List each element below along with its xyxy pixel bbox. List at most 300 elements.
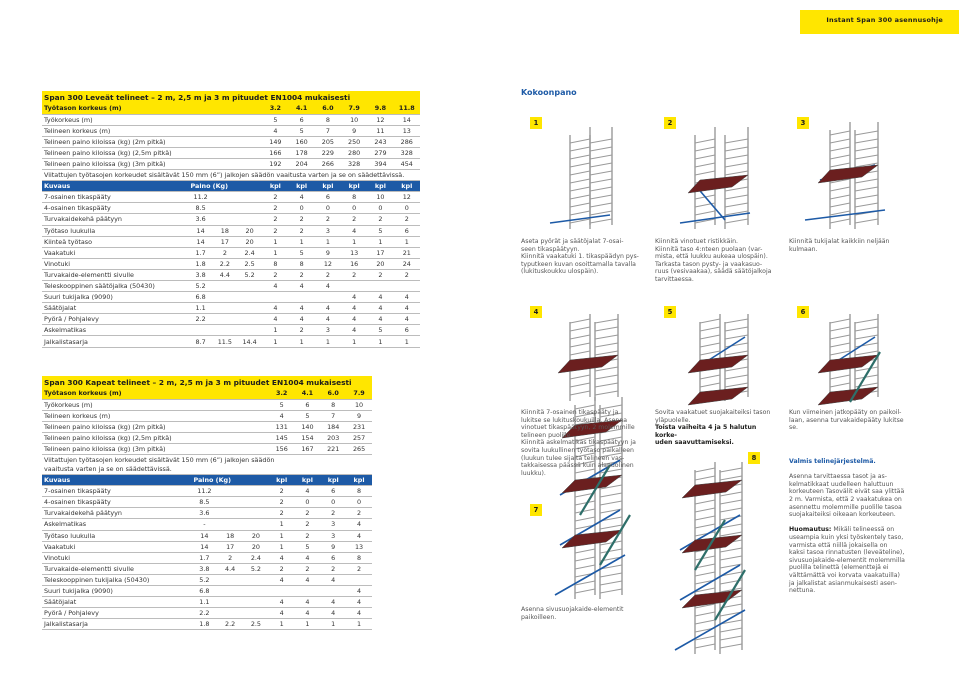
- component-count: 1: [288, 236, 314, 247]
- height-value: 3.2: [262, 103, 288, 114]
- component-weight: 20: [243, 541, 269, 552]
- step-number: 6: [797, 306, 809, 318]
- component-row: [42, 303, 420, 314]
- component-count: [262, 292, 288, 303]
- scaffold-illustration: [800, 120, 895, 235]
- component-weight: 11.2: [189, 192, 213, 203]
- component-weight: 2.2: [213, 258, 237, 269]
- component-count: 2: [288, 269, 314, 280]
- scaffold-illustration: [670, 312, 760, 407]
- component-count: 12: [315, 258, 341, 269]
- component-row: [42, 541, 372, 552]
- height-value: 6.0: [320, 388, 346, 399]
- kpl-header: kpl: [367, 181, 393, 192]
- component-count: 4: [315, 281, 341, 292]
- component-row: [42, 214, 420, 225]
- component-count: 4: [295, 574, 321, 585]
- spec-value: 178: [288, 147, 314, 158]
- spec-value: 5: [269, 399, 295, 410]
- component-count: 4: [288, 303, 314, 314]
- height-value: 7.9: [341, 103, 367, 114]
- height-value: 4.1: [288, 103, 314, 114]
- kpl-header: kpl: [341, 181, 367, 192]
- step-caption: Kiinnitä vinotuet ristikkäin. Kiinnitä taso 4:nteen puolaan (var- mista, että luukku aukeaa ulospäin). Tarkasta tason pysty- ja vaakasuo- ruus (vesivaakaa), säädä säätöjalkoja tarvittaessa.: [655, 238, 772, 283]
- component-count: 2: [262, 203, 288, 214]
- component-count: 0: [320, 497, 346, 508]
- component-count: 1: [269, 541, 295, 552]
- component-weight: 1.1: [189, 303, 213, 314]
- component-count: 0: [367, 203, 393, 214]
- component-count: 4: [341, 303, 367, 314]
- component-count: 3: [320, 530, 346, 541]
- component-weight: -: [191, 519, 217, 530]
- step-number: 4: [530, 306, 542, 318]
- component-count: 2: [320, 563, 346, 574]
- component-weight: [213, 281, 237, 292]
- spec-value: 266: [315, 158, 341, 169]
- component-label: Säätöjalat: [42, 303, 189, 314]
- spec-row: [42, 158, 420, 169]
- step-number: 5: [664, 306, 676, 318]
- component-label: Suuri tukijalka (9090): [42, 292, 189, 303]
- component-row: [42, 519, 372, 530]
- spec-value: 145: [269, 432, 295, 443]
- kpl-header: kpl: [295, 475, 321, 486]
- component-label: Vinotuki: [42, 552, 191, 563]
- component-weight: 14: [191, 530, 217, 541]
- component-weight: [243, 519, 269, 530]
- component-weight: [213, 214, 237, 225]
- component-weight: [213, 314, 237, 325]
- component-count: 0: [394, 203, 420, 214]
- component-label: Jalkalistasarja: [42, 619, 191, 630]
- spec-row: [42, 147, 420, 158]
- component-weight: [213, 325, 237, 336]
- component-weight: [237, 292, 262, 303]
- spec-row: [42, 136, 420, 147]
- height-header-label: Työtason korkeus (m): [42, 103, 262, 114]
- component-count: 1: [269, 619, 295, 630]
- component-count: 2: [320, 508, 346, 519]
- component-count: 4: [320, 597, 346, 608]
- spec-value: 4: [269, 410, 295, 421]
- component-count: 0: [315, 203, 341, 214]
- assembly-heading: Kokoonpano: [521, 88, 577, 97]
- component-count: 2: [394, 214, 420, 225]
- component-count: 4: [269, 608, 295, 619]
- step-number: 2: [664, 117, 676, 129]
- component-row: [42, 552, 372, 563]
- component-weight: [213, 292, 237, 303]
- component-label: Turvakaide-elementti sivulle: [42, 269, 189, 280]
- spec-label: Telineen korkeus (m): [42, 410, 269, 421]
- scaffold-illustration: [540, 312, 630, 407]
- component-weight: 2: [217, 552, 243, 563]
- component-count: 5: [367, 325, 393, 336]
- component-count: 1: [394, 236, 420, 247]
- scaffold-illustration: [540, 125, 620, 235]
- component-count: [341, 281, 367, 292]
- height-header-row: [42, 103, 420, 114]
- component-row: [42, 619, 372, 630]
- component-weight: [217, 586, 243, 597]
- component-row: [42, 247, 420, 258]
- spec-value: 166: [262, 147, 288, 158]
- component-weight: 3.8: [191, 563, 217, 574]
- component-count: 12: [394, 192, 420, 203]
- component-row: [42, 497, 372, 508]
- kpl-header: kpl: [394, 181, 420, 192]
- spec-value: 7: [315, 125, 341, 136]
- component-count: 1: [346, 619, 372, 630]
- component-count: 2: [367, 269, 393, 280]
- component-count: [269, 586, 295, 597]
- kuvaus-header: Kuvaus: [42, 181, 189, 192]
- spec-row: [42, 410, 372, 421]
- spec-label: Telineen paino kiloissa (kg) (3m pitkä): [42, 158, 262, 169]
- component-weight: 4.4: [213, 269, 237, 280]
- spec-value: 250: [341, 136, 367, 147]
- component-count: [367, 281, 393, 292]
- component-label: Kiinteä työtaso: [42, 236, 189, 247]
- component-row: [42, 203, 420, 214]
- spec-value: 192: [262, 158, 288, 169]
- component-weight: 1.7: [191, 552, 217, 563]
- component-label: 4-osainen tikaspääty: [42, 497, 191, 508]
- component-weight: 8.5: [191, 497, 217, 508]
- component-row: [42, 292, 420, 303]
- spec-label: Telineen paino kiloissa (kg) (3m pitkä): [42, 443, 269, 454]
- spec-value: 4: [262, 125, 288, 136]
- component-count: 4: [346, 586, 372, 597]
- component-count: 4: [320, 574, 346, 585]
- spec-row: [42, 443, 372, 454]
- spec-value: 156: [269, 443, 295, 454]
- component-count: 3: [315, 225, 341, 236]
- component-count: 1: [320, 619, 346, 630]
- component-count: 4: [269, 597, 295, 608]
- spec-value: 243: [367, 136, 393, 147]
- kpl-header: kpl: [320, 475, 346, 486]
- component-weight: 14: [189, 225, 213, 236]
- component-label: Turvakaidekehä päätyyn: [42, 508, 191, 519]
- component-count: 4: [320, 608, 346, 619]
- component-header-row: [42, 181, 420, 192]
- component-weight: [237, 203, 262, 214]
- component-count: 4: [288, 281, 314, 292]
- component-count: 1: [288, 336, 314, 347]
- component-weight: 5.2: [191, 574, 217, 585]
- component-label: Askelmatikas: [42, 325, 189, 336]
- step-number: 1: [530, 117, 542, 129]
- component-row: [42, 225, 420, 236]
- component-weight: [213, 203, 237, 214]
- component-count: 4: [295, 608, 321, 619]
- spec-value: 9: [341, 125, 367, 136]
- scaffold-illustration: [660, 460, 760, 660]
- spec-row: [42, 125, 420, 136]
- spec-label: Telineen paino kiloissa (kg) (2,5m pitkä): [42, 432, 269, 443]
- component-count: 2: [394, 269, 420, 280]
- component-row: [42, 530, 372, 541]
- kpl-header: kpl: [346, 475, 372, 486]
- component-weight: [217, 597, 243, 608]
- spec-value: 12: [367, 114, 393, 125]
- component-count: 4: [315, 303, 341, 314]
- component-count: 4: [262, 281, 288, 292]
- component-count: 0: [346, 497, 372, 508]
- component-header-row: [42, 475, 372, 486]
- component-weight: 1.7: [189, 247, 213, 258]
- step-caption: Kiinnitä 7-osainen tikaspääty ja lukitse se lukituskoukuilla. Asenna vinotuet tikaspäätyyn, 2 molemmille telineen puolille. Kiinnitä askelmatikas tikaspäätyyn ja sovita luukullinen työtaso paikalleen (luukun tulee sijaita telineen vas- takkaisessa päässä kuin alapuolinen luukku).: [521, 409, 636, 477]
- spec-value: 279: [367, 147, 393, 158]
- height-value: 11.8: [394, 103, 420, 114]
- component-count: 2: [295, 530, 321, 541]
- component-row: [42, 192, 420, 203]
- spec-value: 10: [341, 114, 367, 125]
- component-count: 4: [367, 314, 393, 325]
- component-count: 2: [262, 269, 288, 280]
- component-count: 4: [262, 303, 288, 314]
- component-count: 1: [315, 236, 341, 247]
- component-count: 4: [367, 303, 393, 314]
- spec-value: 221: [320, 443, 346, 454]
- component-count: 21: [394, 247, 420, 258]
- paino-header: Paino (Kg): [189, 181, 263, 192]
- note-row: [42, 170, 420, 181]
- component-label: Työtaso luukulla: [42, 225, 189, 236]
- component-count: 4: [394, 292, 420, 303]
- table-title: Span 300 Leveät telineet – 2 m, 2,5 m ja 3 m pituudet EN1004 mukaisesti: [42, 91, 420, 103]
- component-count: 2: [269, 486, 295, 497]
- note-text: Viitattujen työtasojen korkeudet sisältävät 150 mm (6”) jalkojen säädön vaaitusta varten ja se on säädettävissä.: [42, 170, 420, 181]
- component-weight: [189, 325, 213, 336]
- component-count: 2: [269, 508, 295, 519]
- height-value: 6.0: [315, 103, 341, 114]
- component-count: 4: [269, 574, 295, 585]
- note-text: vaaitusta varten ja se on säädettävissä.: [42, 465, 372, 475]
- spec-value: 14: [394, 114, 420, 125]
- spec-value: 167: [295, 443, 321, 454]
- spec-value: 140: [295, 421, 321, 432]
- spec-value: 5: [262, 114, 288, 125]
- component-row: [42, 269, 420, 280]
- component-label: Askelmatikas: [42, 519, 191, 530]
- component-label: Turvakaide-elementti sivulle: [42, 563, 191, 574]
- component-count: 1: [262, 247, 288, 258]
- component-count: 4: [315, 314, 341, 325]
- component-count: 4: [346, 608, 372, 619]
- step-caption: Asenna sivusuojakaide-elementit paikoilleen.: [521, 606, 624, 621]
- component-count: 4: [346, 530, 372, 541]
- component-label: Teleskooppinen säätöjalka (50430): [42, 281, 189, 292]
- component-weight: 6.8: [191, 586, 217, 597]
- component-count: 2: [288, 225, 314, 236]
- top-strip: [0, 0, 959, 10]
- component-count: 2: [295, 508, 321, 519]
- component-weight: 5.2: [243, 563, 269, 574]
- component-weight: 3.6: [191, 508, 217, 519]
- component-count: 6: [394, 325, 420, 336]
- component-weight: [237, 314, 262, 325]
- spec-value: 184: [320, 421, 346, 432]
- component-count: 2: [346, 508, 372, 519]
- spec-value: 328: [341, 158, 367, 169]
- component-count: [320, 586, 346, 597]
- spec-value: 265: [346, 443, 372, 454]
- component-count: 0: [341, 203, 367, 214]
- component-count: 13: [341, 247, 367, 258]
- step-number: 7: [530, 504, 542, 516]
- component-count: 1: [295, 619, 321, 630]
- kpl-header: kpl: [315, 181, 341, 192]
- component-weight: [237, 214, 262, 225]
- spec-value: 8: [320, 399, 346, 410]
- component-weight: 3.6: [189, 214, 213, 225]
- component-count: 0: [295, 497, 321, 508]
- component-label: 7-osainen tikaspääty: [42, 486, 191, 497]
- component-weight: 2.4: [237, 247, 262, 258]
- component-weight: 20: [237, 236, 262, 247]
- component-count: 3: [315, 325, 341, 336]
- component-count: 2: [269, 563, 295, 574]
- note-row: [42, 465, 372, 475]
- spec-value: 131: [269, 421, 295, 432]
- component-weight: 1.8: [189, 258, 213, 269]
- component-weight: 11.5: [213, 336, 237, 347]
- component-weight: 2.2: [191, 608, 217, 619]
- spec-value: 286: [394, 136, 420, 147]
- kpl-header: kpl: [262, 181, 288, 192]
- component-count: 2: [295, 519, 321, 530]
- spec-value: 7: [320, 410, 346, 421]
- component-row: [42, 486, 372, 497]
- component-weight: 20: [237, 225, 262, 236]
- component-count: 13: [346, 541, 372, 552]
- spec-value: 6: [288, 114, 314, 125]
- component-weight: [243, 608, 269, 619]
- component-label: Vaakatuki: [42, 541, 191, 552]
- kpl-header: kpl: [288, 181, 314, 192]
- component-weight: [243, 497, 269, 508]
- spec-row: [42, 114, 420, 125]
- component-count: 3: [320, 519, 346, 530]
- component-weight: 8.7: [189, 336, 213, 347]
- component-count: 17: [367, 247, 393, 258]
- component-label: Suuri tukijalka (9090): [42, 586, 191, 597]
- component-weight: [237, 192, 262, 203]
- component-count: 4: [341, 292, 367, 303]
- component-weight: 17: [213, 236, 237, 247]
- component-count: 9: [320, 541, 346, 552]
- table-title: Span 300 Kapeat telineet – 2 m, 2,5 m ja 3 m pituudet EN1004 mukaisesti: [42, 376, 372, 388]
- component-weight: [217, 608, 243, 619]
- spec-label: Telineen paino kiloissa (kg) (2m pitkä): [42, 421, 269, 432]
- component-weight: 2.5: [237, 258, 262, 269]
- note-text: Viitattujen työtasojen korkeudet sisältävät 150 mm (6”) jalkojen säädön: [44, 455, 275, 464]
- component-weight: 6.8: [189, 292, 213, 303]
- component-weight: [243, 574, 269, 585]
- spec-label: Telineen paino kiloissa (kg) (2m pitkä): [42, 136, 262, 147]
- spec-label: Telineen korkeus (m): [42, 125, 262, 136]
- component-count: 4: [288, 192, 314, 203]
- spec-value: 5: [295, 410, 321, 421]
- component-count: 2: [315, 214, 341, 225]
- component-count: 6: [394, 225, 420, 236]
- component-count: 9: [315, 247, 341, 258]
- component-row: [42, 281, 420, 292]
- spec-value: 229: [315, 147, 341, 158]
- narrow-scaffold-table: [42, 376, 372, 630]
- paino-header: Paino (Kg): [191, 475, 268, 486]
- component-count: 2: [341, 214, 367, 225]
- component-count: 4: [341, 225, 367, 236]
- spec-row: [42, 399, 372, 410]
- component-count: 5: [295, 541, 321, 552]
- component-count: 1: [262, 236, 288, 247]
- component-weight: [237, 325, 262, 336]
- component-weight: 3.8: [189, 269, 213, 280]
- component-count: 10: [367, 192, 393, 203]
- component-count: 5: [288, 247, 314, 258]
- component-weight: 11.2: [191, 486, 217, 497]
- component-weight: 8.5: [189, 203, 213, 214]
- component-count: 0: [288, 203, 314, 214]
- component-weight: 20: [243, 530, 269, 541]
- component-label: 7-osainen tikaspääty: [42, 192, 189, 203]
- component-count: 2: [346, 563, 372, 574]
- component-count: 4: [394, 303, 420, 314]
- step-caption: Aseta pyörät ja säätöjalat 7-osai- seen tikaspäätyyn. Kiinnitä vaakatuki 1. tikaspäädyn pys- typutkeen kuvan osoittamalla tavalla (lukituskoukku ulospäin).: [521, 238, 639, 276]
- component-weight: [217, 519, 243, 530]
- spec-row: [42, 421, 372, 432]
- spec-value: 394: [367, 158, 393, 169]
- component-row: [42, 608, 372, 619]
- component-row: [42, 508, 372, 519]
- component-label: Turvakaidekehä päätyyn: [42, 214, 189, 225]
- component-weight: 18: [217, 530, 243, 541]
- height-value: 4.1: [295, 388, 321, 399]
- component-weight: [217, 486, 243, 497]
- scaffold-illustration: [800, 312, 895, 407]
- component-count: 4: [341, 325, 367, 336]
- step-caption: Kun viimeinen jatkopääty on paikoil- laan, asenna turvakaidepääty lukitse se.: [789, 409, 904, 432]
- height-header-label: Työtason korkeus (m): [42, 388, 269, 399]
- component-count: 1: [341, 336, 367, 347]
- wide-scaffold-table: [42, 91, 420, 348]
- component-count: 2: [262, 225, 288, 236]
- component-count: 4: [394, 314, 420, 325]
- spec-value: 10: [346, 399, 372, 410]
- component-count: 8: [346, 486, 372, 497]
- component-count: 1: [269, 530, 295, 541]
- component-weight: 2.4: [243, 552, 269, 563]
- component-count: 2: [341, 269, 367, 280]
- component-count: 4: [262, 314, 288, 325]
- component-count: 2: [315, 269, 341, 280]
- component-count: 2: [288, 214, 314, 225]
- height-value: 3.2: [269, 388, 295, 399]
- component-weight: 14: [189, 236, 213, 247]
- spec-value: 13: [394, 125, 420, 136]
- note-row: [42, 455, 372, 465]
- component-weight: 2: [213, 247, 237, 258]
- component-count: 8: [341, 192, 367, 203]
- component-weight: 2.2: [189, 314, 213, 325]
- component-weight: 5.2: [237, 269, 262, 280]
- component-count: 4: [367, 292, 393, 303]
- component-count: 6: [320, 552, 346, 563]
